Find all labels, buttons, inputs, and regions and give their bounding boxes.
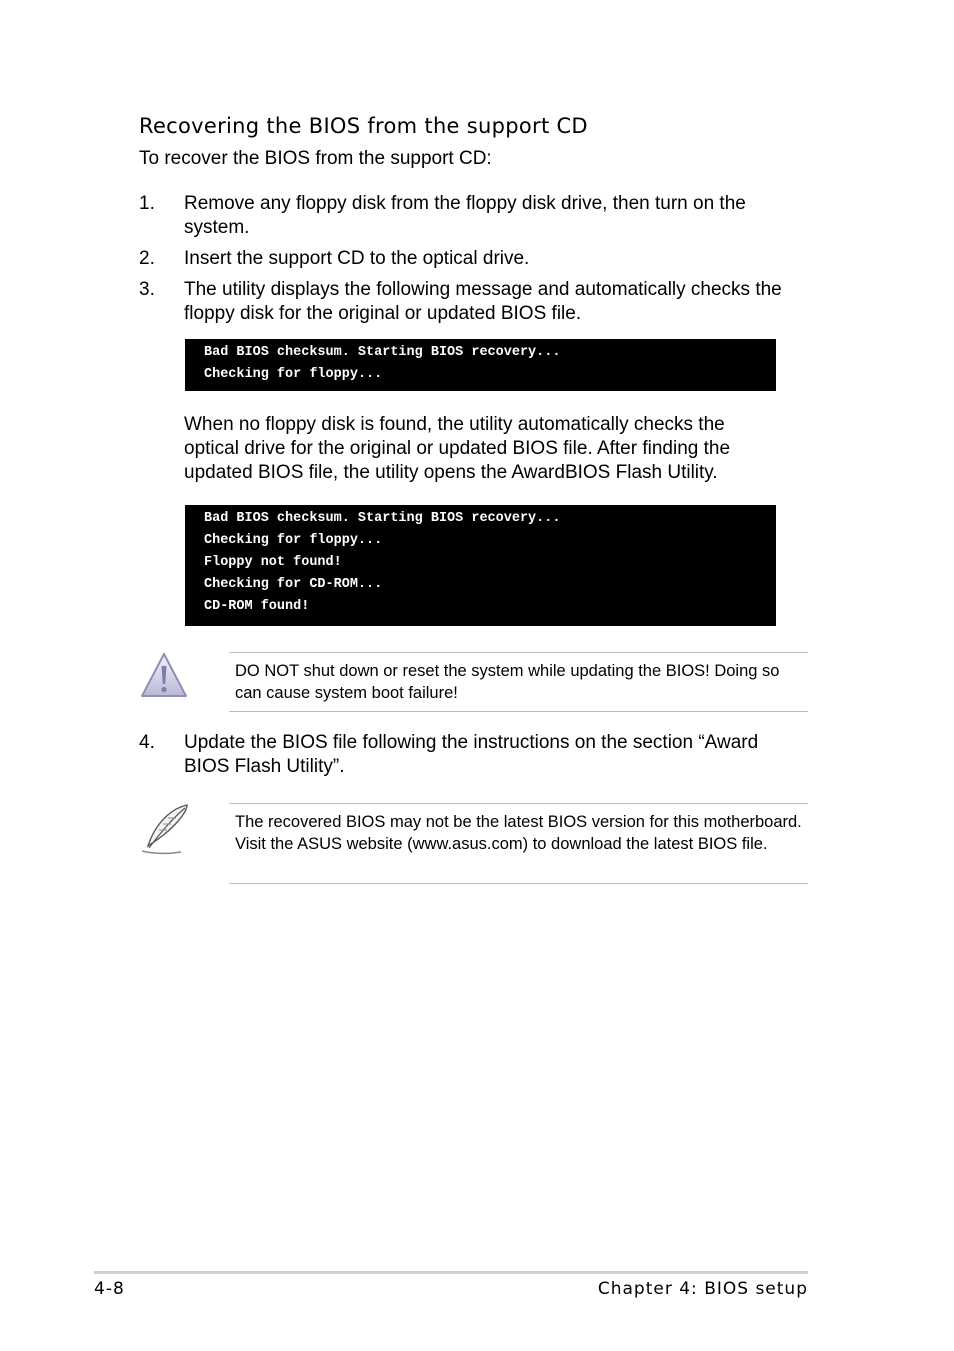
page-number: 4-8 <box>94 1279 125 1299</box>
terminal-line: CD-ROM found! <box>204 599 310 614</box>
step-number: 4. <box>139 732 155 753</box>
terminal-line: Checking for CD-ROM... <box>204 577 383 592</box>
feather-pen-icon <box>139 802 193 861</box>
chapter-title: Chapter 4: BIOS setup <box>597 1279 808 1299</box>
step-text: Remove any floppy disk from the floppy disk drive, then turn on the system. <box>184 193 746 238</box>
terminal-line: Bad BIOS checksum. Starting BIOS recovery... <box>204 345 561 360</box>
step-text: Insert the support CD to the optical drive. <box>184 248 530 269</box>
terminal-line: Floppy not found! <box>204 555 342 570</box>
terminal-output-1 <box>185 339 776 391</box>
intro-text: To recover the BIOS from the support CD: <box>139 148 492 169</box>
warning-text: DO NOT shut down or reset the system while updating the BIOS! Doing so can cause system boot failure! <box>235 662 780 702</box>
terminal-line: Bad BIOS checksum. Starting BIOS recovery... <box>204 511 561 526</box>
middle-paragraph: When no floppy disk is found, the utility automatically checks the optical drive for the original or updated BIOS file. After finding the updated BIOS file, the utility opens the AwardBIOS Flash Utility. <box>184 414 731 483</box>
step-number: 2. <box>139 248 155 269</box>
note-text: The recovered BIOS may not be the latest BIOS version for this motherboard. Visit the ASUS website (www.asus.com) to download the latest BIOS file. <box>235 813 802 853</box>
footer-divider <box>94 1271 808 1274</box>
terminal-output-2 <box>185 505 776 626</box>
section-heading: Recovering the BIOS from the support CD <box>139 114 588 138</box>
warning-box <box>229 652 808 712</box>
step-text: Update the BIOS file following the instructions on the section “Award BIOS Flash Utility”. <box>184 732 759 777</box>
terminal-line: Checking for floppy... <box>204 533 383 548</box>
note-box <box>229 803 808 884</box>
step-number: 3. <box>139 279 155 300</box>
warning-triangle-icon <box>139 651 189 704</box>
terminal-line: Checking for floppy... <box>204 367 383 382</box>
step-number: 1. <box>139 193 155 214</box>
step-text: The utility displays the following message and automatically checks the floppy disk for the original or updated BIOS file. <box>184 279 782 324</box>
